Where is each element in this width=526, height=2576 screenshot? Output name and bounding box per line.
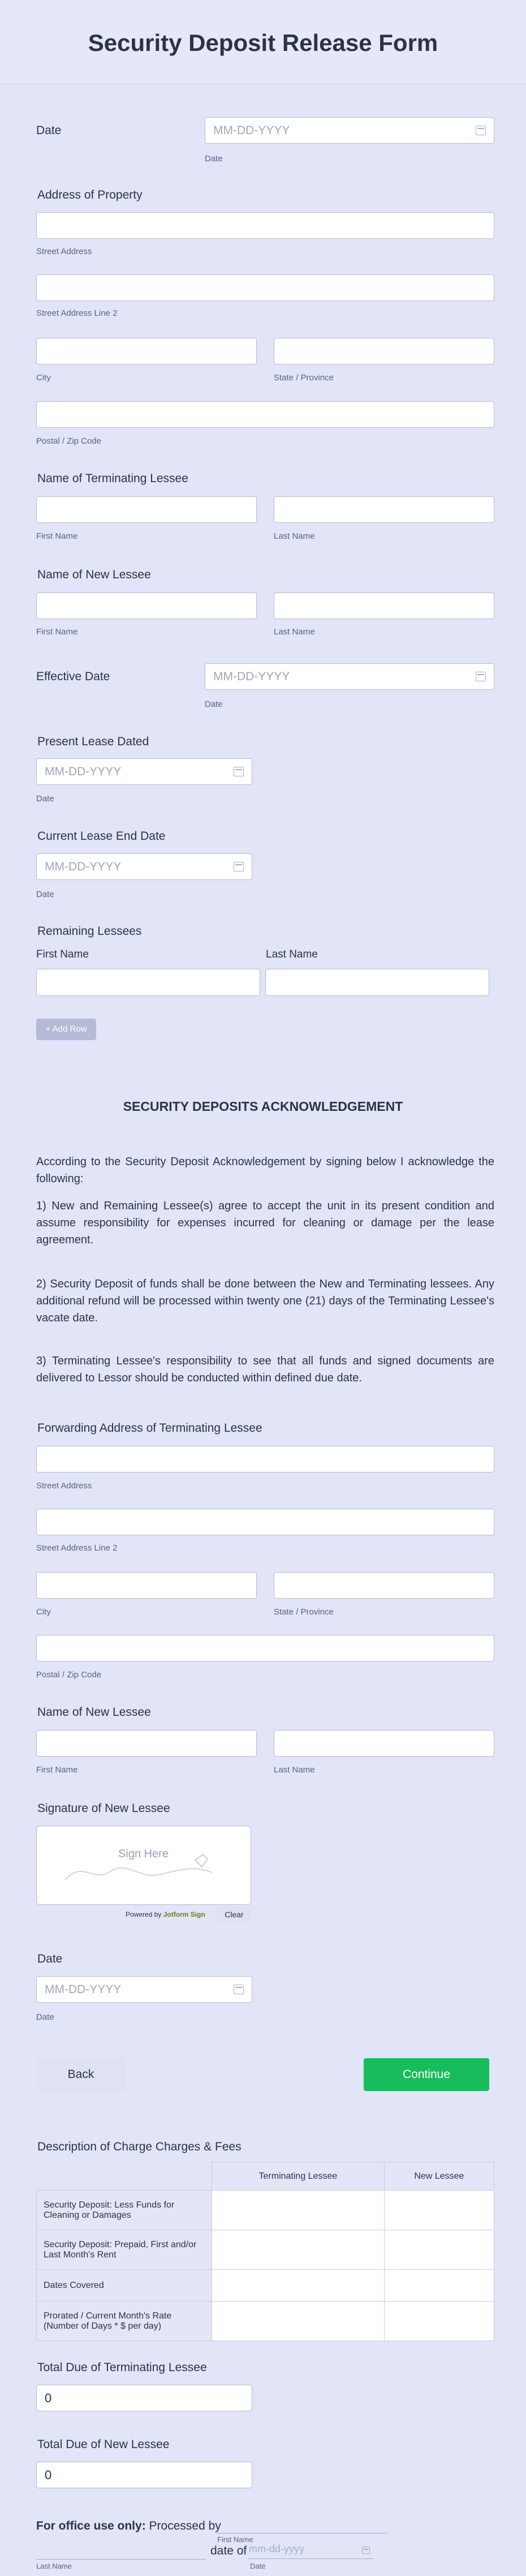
present-lease-date-input[interactable] bbox=[36, 758, 252, 785]
forwarding-street-sublabel: Street Address bbox=[36, 1481, 92, 1491]
add-row-button[interactable]: + Add Row bbox=[36, 1019, 96, 1040]
charges-heading: Description of Charge Charges & Fees bbox=[37, 2140, 242, 2153]
date-placeholder: MM-DD-YYYY bbox=[213, 124, 290, 137]
forwarding-street-2-sublabel: Street Address Line 2 bbox=[36, 1543, 118, 1553]
column-new-lessee: New Lessee bbox=[384, 2162, 494, 2191]
lease-end-sublabel: Date bbox=[36, 890, 54, 899]
terminating-first-name-input[interactable] bbox=[36, 496, 257, 523]
new-lessee-2-heading: Name of New Lessee bbox=[37, 1706, 151, 1719]
new-lessee-last-name-input[interactable] bbox=[274, 593, 494, 619]
table-row bbox=[37, 2191, 494, 2230]
street-address-sublabel: Street Address bbox=[36, 247, 92, 256]
forwarding-street-2-input[interactable] bbox=[36, 1509, 494, 1535]
table-cell-input[interactable] bbox=[212, 2302, 385, 2341]
total-terminating-label: Total Due of Terminating Lessee bbox=[37, 2361, 207, 2374]
office-date-input[interactable] bbox=[249, 2543, 373, 2559]
table-cell-input[interactable] bbox=[384, 2270, 494, 2302]
calendar-icon[interactable] bbox=[362, 2547, 370, 2554]
table-cell-input[interactable] bbox=[212, 2230, 385, 2270]
form-title: Security Deposit Release Form bbox=[88, 29, 438, 56]
forwarding-address-heading: Forwarding Address of Terminating Lessee bbox=[37, 1422, 262, 1435]
new-lessee-2-first-name-input[interactable] bbox=[36, 1730, 257, 1757]
table-row bbox=[37, 2230, 494, 2270]
effective-date-sublabel: Date bbox=[205, 699, 223, 709]
lease-end-date-input[interactable] bbox=[36, 853, 252, 880]
forwarding-postal-sublabel: Postal / Zip Code bbox=[36, 1670, 102, 1680]
remaining-last-name-input[interactable] bbox=[265, 969, 489, 996]
jotform-sign-brand: Jotform Sign bbox=[163, 1910, 205, 1918]
table-cell-input[interactable] bbox=[212, 2270, 385, 2302]
terminating-first-sublabel: First Name bbox=[36, 531, 78, 541]
city-sublabel: City bbox=[36, 373, 51, 383]
new-lessee-first-sublabel: First Name bbox=[36, 627, 78, 637]
office-last-name-line[interactable] bbox=[36, 2559, 206, 2560]
row-label: Security Deposit: Prepaid, First and/or Last Month's Rent bbox=[37, 2230, 212, 2270]
forwarding-city-sublabel: City bbox=[36, 1607, 51, 1617]
date-2-sublabel: Date bbox=[36, 2012, 54, 2022]
new-lessee-2-last-name-input[interactable] bbox=[274, 1730, 494, 1757]
signature-heading: Signature of New Lessee bbox=[37, 1802, 170, 1815]
table-cell-input[interactable] bbox=[212, 2191, 385, 2230]
state-input[interactable] bbox=[274, 338, 494, 364]
terminating-last-sublabel: Last Name bbox=[274, 531, 315, 541]
date-of-text: date of bbox=[210, 2544, 247, 2557]
forwarding-postal-input[interactable] bbox=[36, 1635, 494, 1661]
forwarding-street-input[interactable] bbox=[36, 1446, 494, 1472]
street-address-2-sublabel: Street Address Line 2 bbox=[36, 308, 118, 318]
calendar-icon[interactable] bbox=[476, 126, 486, 135]
office-date-sublabel: Date bbox=[250, 2562, 266, 2570]
lease-end-placeholder: MM-DD-YYYY bbox=[45, 860, 122, 873]
new-lessee-first-name-input[interactable] bbox=[36, 593, 257, 619]
effective-date-input[interactable] bbox=[205, 663, 494, 690]
effective-date-placeholder: MM-DD-YYYY bbox=[213, 670, 290, 683]
charges-corner bbox=[37, 2162, 212, 2191]
row-label: Security Deposit: Less Funds for Cleaning or Damages bbox=[37, 2191, 212, 2230]
effective-date-label: Effective Date bbox=[36, 670, 110, 683]
ack-paragraph-2: 2) Security Deposit of funds shall be done between the New and Terminating lessees. Any additional refund will be processed within twenty one (21) days of the Terminating Lessee's vacate date. bbox=[36, 1278, 494, 1324]
new-lessee-heading: Name of New Lessee bbox=[37, 568, 151, 581]
table-row bbox=[37, 2302, 494, 2341]
calendar-icon[interactable] bbox=[234, 862, 244, 871]
address-heading: Address of Property bbox=[37, 188, 143, 201]
row-label: Prorated / Current Month's Rate (Number of Days * $ per day) bbox=[37, 2302, 212, 2341]
new-lessee-2-last-sublabel: Last Name bbox=[274, 1765, 315, 1775]
charges-table bbox=[36, 2162, 494, 2341]
clear-signature-button[interactable]: Clear bbox=[217, 1907, 251, 1922]
total-terminating-input[interactable]: 0 bbox=[36, 2385, 252, 2411]
total-new-label: Total Due of New Lessee bbox=[37, 2438, 170, 2451]
continue-button[interactable]: Continue bbox=[364, 2058, 489, 2091]
date-2-label: Date bbox=[37, 1952, 63, 1965]
remaining-first-name-input[interactable] bbox=[36, 969, 260, 996]
forwarding-city-input[interactable] bbox=[36, 1572, 257, 1599]
calendar-icon[interactable] bbox=[234, 767, 244, 776]
street-address-input[interactable] bbox=[36, 212, 494, 239]
office-use-text: Processed by bbox=[149, 2519, 221, 2532]
city-input[interactable] bbox=[36, 338, 257, 364]
ack-intro: According to the Security Deposit Acknowledgement by signing below I acknowledge the following: bbox=[36, 1156, 494, 1185]
date-2-placeholder: MM-DD-YYYY bbox=[45, 1983, 122, 1996]
table-cell-input[interactable] bbox=[384, 2191, 494, 2230]
remaining-lessees-heading: Remaining Lessees bbox=[37, 925, 142, 938]
sign-here-text: Sign Here bbox=[118, 1848, 169, 1860]
column-terminating-lessee: Terminating Lessee bbox=[212, 2162, 385, 2191]
terminating-last-name-input[interactable] bbox=[274, 496, 494, 523]
forwarding-state-input[interactable] bbox=[274, 1572, 494, 1599]
table-cell-input[interactable] bbox=[384, 2230, 494, 2270]
date-sublabel: Date bbox=[205, 154, 223, 164]
street-address-2-input[interactable] bbox=[36, 274, 494, 301]
processed-by-line[interactable] bbox=[217, 2533, 387, 2534]
forwarding-state-sublabel: State / Province bbox=[274, 1607, 334, 1617]
remaining-last-column: Last Name bbox=[266, 948, 318, 960]
total-new-input[interactable]: 0 bbox=[36, 2462, 252, 2488]
charges-header-row bbox=[37, 2162, 494, 2191]
date-2-input[interactable] bbox=[36, 1976, 252, 2003]
new-lessee-last-sublabel: Last Name bbox=[274, 627, 315, 637]
table-cell-input[interactable] bbox=[384, 2302, 494, 2341]
remaining-first-column: First Name bbox=[36, 948, 89, 960]
calendar-icon[interactable] bbox=[234, 1985, 244, 1994]
table-row bbox=[37, 2270, 494, 2302]
lease-end-label: Current Lease End Date bbox=[37, 830, 166, 843]
form-header bbox=[0, 0, 526, 84]
powered-by-label: Powered by bbox=[126, 1910, 162, 1918]
present-lease-label: Present Lease Dated bbox=[37, 735, 149, 748]
date-input[interactable] bbox=[205, 117, 494, 144]
office-use-bold: For office use only: bbox=[36, 2519, 146, 2532]
back-button[interactable]: Back bbox=[36, 2058, 126, 2091]
postal-sublabel: Postal / Zip Code bbox=[36, 436, 102, 446]
postal-input[interactable] bbox=[36, 401, 494, 428]
present-lease-placeholder: MM-DD-YYYY bbox=[45, 765, 122, 778]
ack-paragraph-1: 1) New and Remaining Lessee(s) agree to accept the unit in its present condition and assume responsibility for expenses incurred for cleaning or damage per the lease agreement. bbox=[36, 1200, 494, 1246]
ack-paragraph-3: 3) Terminating Lessee's responsibility to see that all funds and signed documents are delivered to Lessor should be conducted within defined due date. bbox=[36, 1355, 494, 1384]
office-date-placeholder: mm-dd-yyyy bbox=[249, 2543, 304, 2554]
office-use-line bbox=[36, 2519, 221, 2533]
present-lease-sublabel: Date bbox=[36, 794, 54, 804]
powered-by-text bbox=[126, 1910, 205, 1918]
ack-heading: SECURITY DEPOSITS ACKNOWLEDGEMENT bbox=[123, 1099, 403, 1114]
terminating-lessee-heading: Name of Terminating Lessee bbox=[37, 472, 188, 485]
state-sublabel: State / Province bbox=[274, 373, 334, 383]
office-last-name-sublabel: Last Name bbox=[36, 2562, 72, 2570]
date-label: Date bbox=[36, 124, 62, 137]
row-label: Dates Covered bbox=[37, 2270, 212, 2302]
calendar-icon[interactable] bbox=[476, 672, 486, 681]
signature-pad[interactable] bbox=[36, 1826, 251, 1905]
office-first-name-sublabel: First Name bbox=[217, 2535, 253, 2544]
new-lessee-2-first-sublabel: First Name bbox=[36, 1765, 78, 1775]
